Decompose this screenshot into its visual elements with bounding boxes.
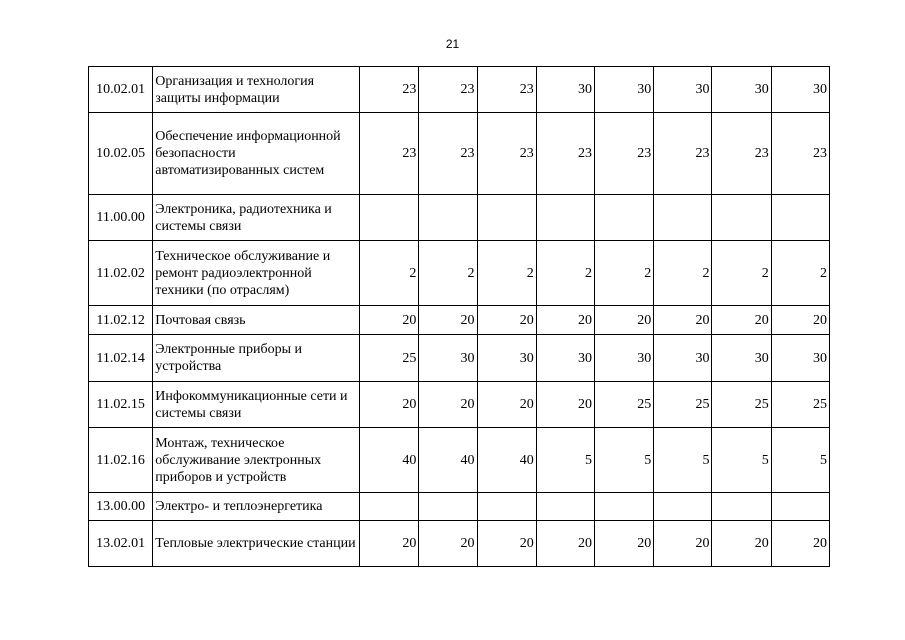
value-cell: 30 — [536, 67, 594, 113]
value-cell: 20 — [595, 521, 654, 567]
row-code: 11.02.14 — [89, 335, 153, 382]
value-cell: 2 — [536, 241, 594, 306]
table-row — [89, 428, 830, 493]
value-cell: 23 — [360, 113, 419, 195]
value-cell — [360, 195, 419, 241]
value-cell: 20 — [536, 306, 594, 335]
value-cell: 23 — [595, 113, 654, 195]
value-cell: 40 — [419, 428, 477, 493]
value-cell — [654, 195, 712, 241]
value-cell: 5 — [536, 428, 594, 493]
table-row — [89, 382, 830, 428]
row-name: Обеспечение информационной безопасности автоматизированных систем — [153, 113, 360, 195]
data-table — [88, 66, 830, 567]
value-cell: 30 — [419, 335, 477, 382]
value-cell: 30 — [595, 335, 654, 382]
value-cell: 5 — [595, 428, 654, 493]
value-cell: 20 — [654, 521, 712, 567]
table-row — [89, 521, 830, 567]
value-cell: 2 — [771, 241, 829, 306]
value-cell: 20 — [360, 382, 419, 428]
row-code: 10.02.01 — [89, 67, 153, 113]
value-cell: 25 — [712, 382, 771, 428]
value-cell: 25 — [654, 382, 712, 428]
row-code: 11.02.12 — [89, 306, 153, 335]
value-cell — [419, 493, 477, 521]
value-cell: 20 — [771, 306, 829, 335]
value-cell: 2 — [712, 241, 771, 306]
value-cell — [771, 493, 829, 521]
row-code: 11.00.00 — [89, 195, 153, 241]
row-name: Электро- и теплоэнергетика — [153, 493, 360, 521]
row-name: Почтовая связь — [153, 306, 360, 335]
value-cell: 20 — [536, 521, 594, 567]
value-cell — [360, 493, 419, 521]
value-cell: 20 — [419, 306, 477, 335]
value-cell: 25 — [595, 382, 654, 428]
value-cell: 30 — [477, 335, 536, 382]
table-row — [89, 306, 830, 335]
value-cell — [771, 195, 829, 241]
value-cell: 20 — [712, 521, 771, 567]
value-cell — [477, 493, 536, 521]
value-cell: 2 — [654, 241, 712, 306]
table-row — [89, 493, 830, 521]
row-code: 11.02.02 — [89, 241, 153, 306]
row-name: Электронные приборы и устройства — [153, 335, 360, 382]
value-cell: 30 — [771, 335, 829, 382]
row-name: Инфокоммуникационные сети и системы связи — [153, 382, 360, 428]
row-name: Тепловые электрические станции — [153, 521, 360, 567]
value-cell: 20 — [477, 382, 536, 428]
row-code: 11.02.15 — [89, 382, 153, 428]
value-cell: 23 — [477, 113, 536, 195]
row-name: Организация и технология защиты информации — [153, 67, 360, 113]
value-cell: 20 — [360, 521, 419, 567]
value-cell: 23 — [477, 67, 536, 113]
value-cell: 2 — [419, 241, 477, 306]
value-cell: 30 — [771, 67, 829, 113]
row-code: 13.00.00 — [89, 493, 153, 521]
value-cell: 25 — [771, 382, 829, 428]
row-name: Монтаж, техническое обслуживание электронных приборов и устройств — [153, 428, 360, 493]
value-cell: 20 — [419, 382, 477, 428]
value-cell: 5 — [654, 428, 712, 493]
value-cell: 30 — [712, 335, 771, 382]
row-name: Электроника, радиотехника и системы связи — [153, 195, 360, 241]
value-cell: 30 — [536, 335, 594, 382]
value-cell: 30 — [595, 67, 654, 113]
value-cell — [536, 493, 594, 521]
value-cell: 30 — [654, 335, 712, 382]
value-cell — [595, 493, 654, 521]
value-cell: 23 — [419, 67, 477, 113]
row-code: 13.02.01 — [89, 521, 153, 567]
value-cell: 23 — [536, 113, 594, 195]
value-cell — [712, 493, 771, 521]
row-name: Техническое обслуживание и ремонт радиоэлектронной техники (по отраслям) — [153, 241, 360, 306]
value-cell: 40 — [477, 428, 536, 493]
value-cell: 40 — [360, 428, 419, 493]
value-cell: 5 — [712, 428, 771, 493]
value-cell: 20 — [477, 521, 536, 567]
value-cell: 23 — [712, 113, 771, 195]
value-cell: 20 — [360, 306, 419, 335]
value-cell: 2 — [595, 241, 654, 306]
value-cell: 30 — [712, 67, 771, 113]
value-cell: 20 — [477, 306, 536, 335]
table-row — [89, 241, 830, 306]
value-cell: 20 — [595, 306, 654, 335]
value-cell — [536, 195, 594, 241]
value-cell: 30 — [654, 67, 712, 113]
value-cell — [419, 195, 477, 241]
value-cell: 23 — [654, 113, 712, 195]
value-cell: 20 — [536, 382, 594, 428]
value-cell: 20 — [771, 521, 829, 567]
value-cell — [654, 493, 712, 521]
value-cell: 2 — [360, 241, 419, 306]
table-row — [89, 113, 830, 195]
row-code: 10.02.05 — [89, 113, 153, 195]
table-row — [89, 195, 830, 241]
value-cell: 2 — [477, 241, 536, 306]
page-number: 21 — [445, 37, 460, 51]
value-cell — [477, 195, 536, 241]
value-cell: 23 — [360, 67, 419, 113]
value-cell: 5 — [771, 428, 829, 493]
value-cell: 20 — [419, 521, 477, 567]
value-cell: 23 — [771, 113, 829, 195]
table-row — [89, 67, 830, 113]
value-cell: 23 — [419, 113, 477, 195]
value-cell: 20 — [654, 306, 712, 335]
value-cell — [595, 195, 654, 241]
value-cell: 20 — [712, 306, 771, 335]
value-cell — [712, 195, 771, 241]
value-cell: 25 — [360, 335, 419, 382]
table-row — [89, 335, 830, 382]
row-code: 11.02.16 — [89, 428, 153, 493]
